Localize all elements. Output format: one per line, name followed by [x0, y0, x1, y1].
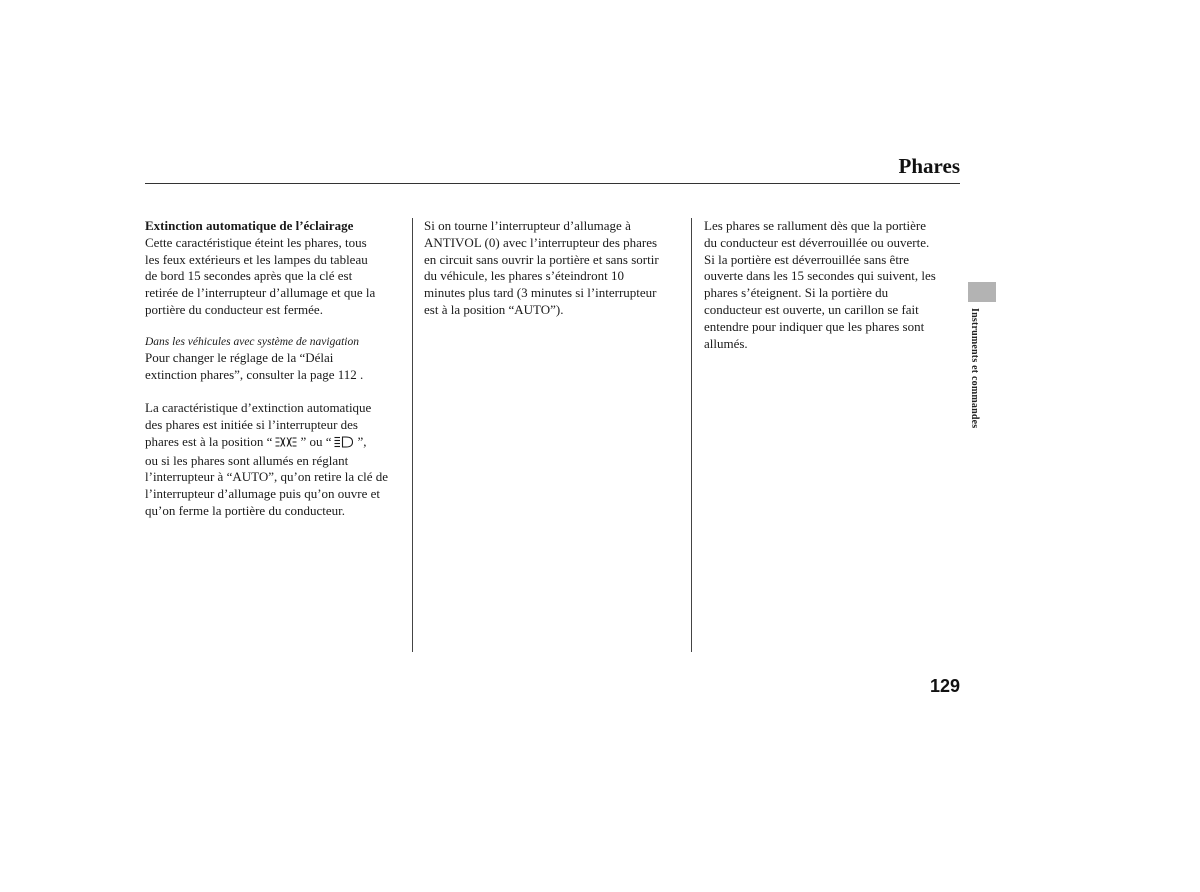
column-divider-1: [412, 218, 413, 652]
column-1: [145, 218, 407, 520]
section-heading: Extinction automatique de l’éclairage: [145, 218, 354, 233]
page-number: 129: [929, 676, 960, 696]
paragraph-auto-off-description: Cette caractéristique éteint les phares, tous les feux extérieurs et les lampes du tableau de bord 15 secondes après que la clé est retirée de l’interrupteur d’allumage et que la portière du conducteur est fermée.: [145, 234, 376, 317]
column-3: [704, 218, 960, 352]
title-rule: [145, 183, 960, 184]
headlights-icon: [334, 436, 354, 453]
chapter-label: Instruments et commandes: [969, 308, 980, 429]
chapter-tab: [968, 282, 996, 302]
column-2: [424, 218, 686, 319]
paragraph-activation-conditions: La caractéristique d’extinction automatique des phares est initiée si l’interrupteur des phares est à la position “ ” ou “ ”, ou si les phares sont allumés en réglant l’interrupteur à “AUTO”, qu’on retire la clé de l’interrupteur d’allumage puis qu’on ouvre et qu’on ferme la portière du conducteur.: [145, 400, 389, 518]
paragraph-setting-reference: Pour changer le réglage de la “Délai extinction phares”, consulter la page 112 .: [145, 349, 364, 382]
parking-lights-icon: [275, 436, 297, 453]
paragraph-reactivation: Les phares se rallument dès que la portière du conducteur est déverrouillée ou ouverte. Si la portière est déverrouillée sans être ouverte dans les 15 secondes qui suivent, les phares s’éteignent. Si la portière du conducteur est ouverte, un carillon se fait entendre pour indiquer que les phares sont allumés.: [704, 218, 936, 351]
paragraph-ignition-lock: Si on tourne l’interrupteur d’allumage à ANTIVOL (0) avec l’interrupteur des phares en circuit sans ouvrir la portière et sans sortir du véhicule, les phares s’éteindront 10 minutes plus tard (3 minutes si l’interrupteur est à la position “AUTO”).: [424, 218, 659, 317]
navigation-note: Dans les véhicules avec système de navigation: [145, 335, 359, 348]
column-divider-2: [691, 218, 692, 652]
section-title: Phares: [898, 154, 960, 178]
